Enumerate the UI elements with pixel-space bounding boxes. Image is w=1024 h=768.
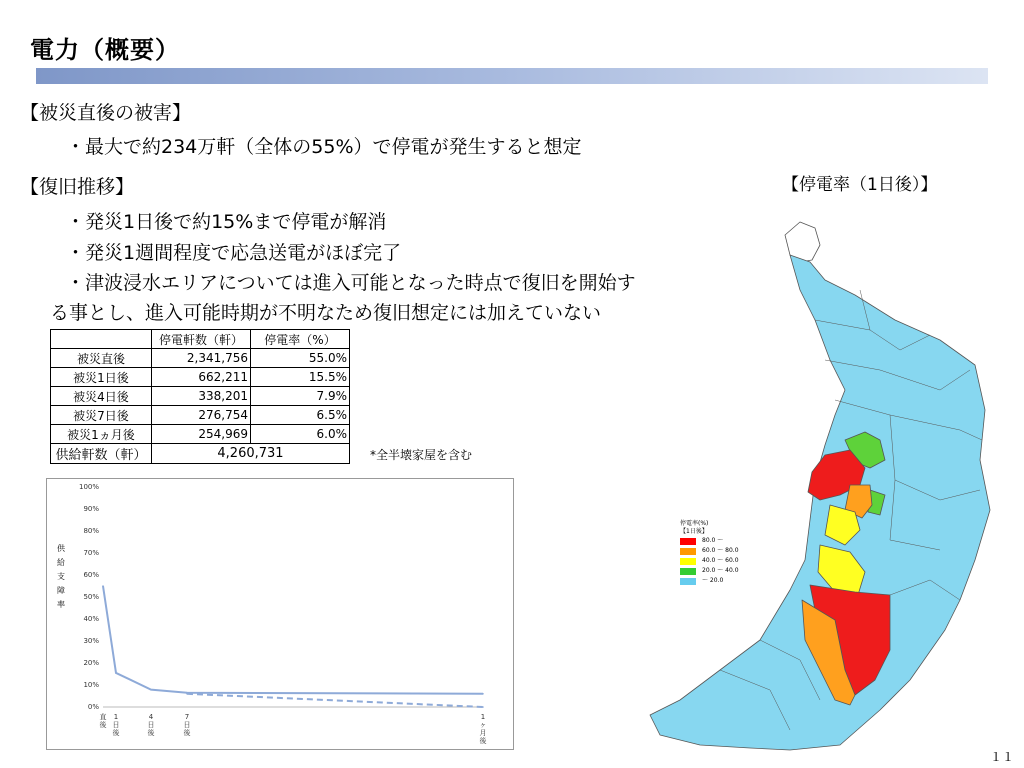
x-tick-label: 4 xyxy=(148,713,154,721)
page-title: 電力（概要） xyxy=(30,36,180,64)
legend-title: 停電率(%) xyxy=(680,520,709,527)
x-tick-label: 日 xyxy=(183,721,191,729)
table-cell: 7.9% xyxy=(251,387,350,406)
legend-swatch xyxy=(680,578,696,585)
x-tick-label: 直 xyxy=(99,713,107,721)
table-header-cell xyxy=(51,330,152,349)
y-axis-label-char: 障 xyxy=(57,586,65,595)
y-tick-label: 90% xyxy=(83,505,99,513)
x-tick-label: 後 xyxy=(479,737,487,745)
data-point xyxy=(150,689,152,691)
recovery-item: ・津波浸水エリアについては進入可能となった時点で復旧を開始す xyxy=(66,272,636,294)
table-row xyxy=(51,406,350,425)
x-tick-label: 後 xyxy=(183,729,191,737)
legend-label: 20.0 ～ 40.0 xyxy=(702,567,739,574)
osaka-outage-map xyxy=(640,200,1024,760)
table-row xyxy=(51,349,350,368)
map-legend xyxy=(680,520,739,586)
legend-item xyxy=(680,556,739,566)
legend-item xyxy=(680,536,739,546)
y-tick-label: 60% xyxy=(83,571,99,579)
table-cell: 被災直後 xyxy=(51,349,152,368)
y-axis-label-char: 率 xyxy=(57,600,65,609)
recovery-heading: 【復旧推移】 xyxy=(20,176,135,198)
chart-svg xyxy=(47,479,513,749)
series-line-dashed xyxy=(187,694,483,707)
table-cell: 2,341,756 xyxy=(152,349,251,368)
table-cell: 276,754 xyxy=(152,406,251,425)
data-point xyxy=(482,693,484,695)
map-region-blue xyxy=(650,255,990,750)
x-tick-label: ヶ xyxy=(479,721,487,729)
title-underline-bar xyxy=(36,68,988,84)
data-point xyxy=(186,693,188,695)
legend-label: 40.0 ～ 60.0 xyxy=(702,557,739,564)
recovery-item: ・発災1日後で約15%まで停電が解消 xyxy=(66,211,387,233)
x-tick-label: 後 xyxy=(112,729,120,737)
table-note: *全半壊家屋を含む xyxy=(370,448,473,462)
legend-label: 60.0 ～ 80.0 xyxy=(702,547,739,554)
data-point xyxy=(102,585,104,587)
table-cell: 254,969 xyxy=(152,425,251,444)
legend-swatch xyxy=(680,548,696,555)
y-tick-label: 0% xyxy=(87,703,99,711)
legend-subtitle: 【1日後】 xyxy=(680,528,708,535)
table-header-cell: 停電軒数（軒） xyxy=(152,330,251,349)
legend-item xyxy=(680,576,739,586)
recovery-item: ・発災1週間程度で応急送電がほぼ完了 xyxy=(66,242,402,264)
legend-label: 80.0 ～ xyxy=(702,537,724,544)
data-point xyxy=(482,706,484,708)
table-cell: 6.0% xyxy=(251,425,350,444)
table-cell: 4,260,731 xyxy=(152,444,350,464)
y-tick-label: 40% xyxy=(83,615,99,623)
table-cell: 被災1ヵ月後 xyxy=(51,425,152,444)
table-cell: 被災1日後 xyxy=(51,368,152,387)
table-header-cell: 停電率（%） xyxy=(251,330,350,349)
legend-swatch xyxy=(680,558,696,565)
y-tick-label: 20% xyxy=(83,659,99,667)
table-row xyxy=(51,387,350,406)
map-heading: 【停電率（1日後）】 xyxy=(782,175,938,195)
y-tick-label: 30% xyxy=(83,637,99,645)
outage-table xyxy=(50,329,350,464)
recovery-item: る事とし、進入可能時期が不明なため復旧想定には加えていない xyxy=(50,302,602,324)
page-number: １１ xyxy=(989,750,1014,764)
table-row-supply xyxy=(51,444,350,464)
series-line-solid xyxy=(103,586,483,694)
table-cell: 338,201 xyxy=(152,387,251,406)
legend-item xyxy=(680,566,739,576)
y-tick-label: 10% xyxy=(83,681,99,689)
outage-line-chart xyxy=(46,478,514,750)
table-cell: 被災4日後 xyxy=(51,387,152,406)
damage-item: ・最大で約234万軒（全体の55%）で停電が発生すると想定 xyxy=(66,136,582,158)
y-axis-label-char: 供 xyxy=(57,544,65,553)
data-point xyxy=(115,672,117,674)
damage-heading: 【被災直後の被害】 xyxy=(20,102,192,124)
x-tick-label: 1 xyxy=(480,713,486,721)
table-cell: 6.5% xyxy=(251,406,350,425)
x-tick-label: 日 xyxy=(112,721,120,729)
legend-swatch xyxy=(680,538,696,545)
table-cell: 被災7日後 xyxy=(51,406,152,425)
legend-label: ～ 20.0 xyxy=(702,577,724,584)
y-tick-label: 70% xyxy=(83,549,99,557)
table-cell: 供給軒数（軒） xyxy=(51,444,152,464)
legend-item xyxy=(680,546,739,556)
table-cell: 15.5% xyxy=(251,368,350,387)
table-cell: 55.0% xyxy=(251,349,350,368)
y-axis-label-char: 支 xyxy=(57,572,65,581)
legend-swatch xyxy=(680,568,696,575)
table-row xyxy=(51,368,350,387)
x-tick-label: 月 xyxy=(479,729,487,737)
y-tick-label: 100% xyxy=(78,483,99,491)
table-cell: 662,211 xyxy=(152,368,251,387)
table-row xyxy=(51,425,350,444)
x-tick-label: 後 xyxy=(99,721,107,729)
table-header-row xyxy=(51,330,350,349)
y-tick-label: 80% xyxy=(83,527,99,535)
x-tick-label: 日 xyxy=(147,721,155,729)
x-tick-label: 7 xyxy=(184,713,190,721)
y-axis-label-char: 給 xyxy=(57,558,65,567)
x-tick-label: 後 xyxy=(147,729,155,737)
x-tick-label: 1 xyxy=(113,713,119,721)
y-tick-label: 50% xyxy=(83,593,99,601)
